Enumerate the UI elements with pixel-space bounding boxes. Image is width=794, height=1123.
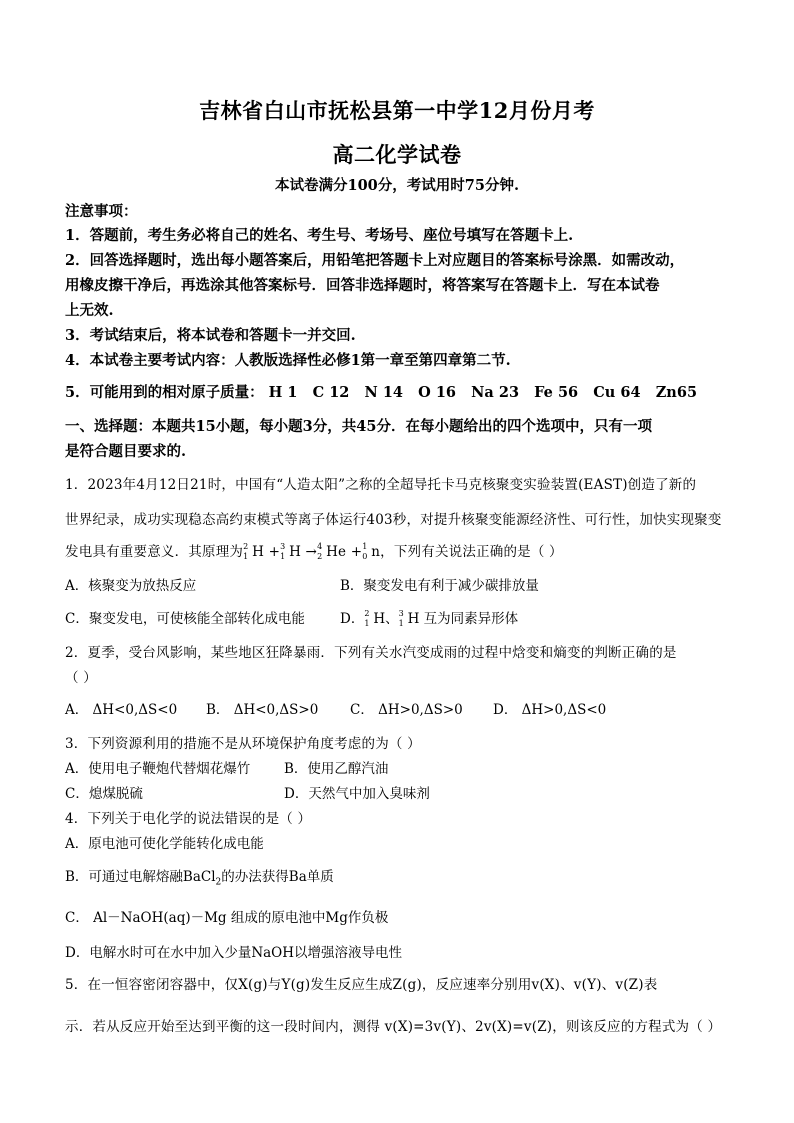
q4-option-a: A．原电池可使化学能转化成电能	[65, 836, 264, 852]
note-5-atomic-masses: 5．可能用到的相对原子质量： H 1 C 12 N 14 O 16 Na 23 Fe 56 Cu 64 Zn65	[65, 384, 698, 401]
note-4: 4．本试卷主要考试内容：人教版选择性必修1第一章至第四章第二节.	[65, 352, 511, 369]
notes-heading: 注意事项：	[65, 203, 138, 220]
q2-stem-line-2: （ ）	[65, 670, 97, 686]
exam-title: 吉林省白山市抚松县第一中学12月份月考	[199, 98, 595, 123]
note-2-line-2: 用橡皮擦干净后，再选涂其他答案标号．回答非选择题时，将答案写在答题卡上．写在本试卷	[65, 277, 660, 294]
q3-option-a: A．使用电子鞭炮代替烟花爆竹	[65, 761, 251, 777]
q4-option-d: D．电解水时可在水中加入少量NaOH以增强溶液导电性	[65, 945, 403, 961]
q2-stem-line-1: 2．夏季，受台风影响，某些地区狂降暴雨．下列有关水汽变成雨的过程中焓变和熵变的判断正确的是	[65, 645, 677, 661]
q4-stem: 4．下列关于电化学的说法错误的是（ ）	[65, 811, 312, 827]
q1-stem-line-2: 世界纪录，成功实现稳态高约束模式等离子体运行403秒，对提升核聚变能源经济性、可行性，加快实现聚变	[65, 512, 722, 528]
q4-option-c: C． Al－NaOH(aq)－Mg 组成的原电池中Mg作负极	[65, 910, 389, 926]
q1-option-a: A．核聚变为放热反应	[65, 578, 197, 594]
q4-option-b-tail: 的办法获得Ba单质	[221, 869, 334, 885]
q3-option-d: D．天然气中加入臭味剂	[284, 786, 430, 802]
q4-option-b-text: B．可通过电解熔融	[65, 869, 183, 885]
q1-stem-line-3-text: 发电具有重要意义．其原理为	[65, 544, 244, 560]
note-1: 1．答题前，考生务必将自己的姓名、考生号、考场号、座位号填写在答题卡上.	[65, 227, 574, 244]
q1-stem-line-1: 1．2023年4月12日21时，中国有“人造太阳”之称的全超导托卡马克核聚变实验装置(EAST)创造了新的	[65, 477, 697, 493]
note-2-line-1: 2．回答选择题时，选出每小题答案后，用铅笔把答题卡上对应题目的答案标号涂黑．如需改动，	[65, 252, 685, 269]
q1-option-c: C．聚变发电，可使核能全部转化成电能	[65, 611, 305, 627]
q1-option-d-label: D．	[340, 611, 365, 627]
q5-stem-line-1: 5．在一恒容密闭容器中，仅X(g)与Y(g)发生反应生成Z(g)，反应速率分别用v(X)、v(Y)、v(Z)表	[65, 977, 658, 993]
q1-option-b: B．聚变发电有利于减少碳排放量	[340, 578, 539, 594]
q1-option-d	[340, 607, 518, 627]
q3-option-b: B．使用乙醇汽油	[284, 761, 389, 777]
q4-bacl2-formula: BaCl$_2$	[182, 869, 222, 888]
section-heading-line-2: 是符合题目要求的.	[65, 443, 187, 460]
q2-option-b: B． ΔH<0,ΔS>0	[206, 702, 319, 718]
q4-option-b	[65, 865, 334, 888]
q1-option-d-text: 互为同素异形体	[419, 611, 519, 627]
q3-option-c: C．熄煤脱硫	[65, 786, 143, 802]
q5-stem-line-2: 示．若从反应开始至达到平衡的这一段时间内，测得 v(X)=3v(Y)、2v(X)=v(Z)，则该反应的方程式为（ ）	[65, 1019, 722, 1035]
q2-option-a: A． ΔH<0,ΔS<0	[65, 702, 178, 718]
section-heading-line-1: 一、选择题：本题共15小题，每小题3分，共45分．在每小题给出的四个选项中，只有一项	[65, 418, 652, 435]
note-2-line-3: 上无效.	[65, 302, 114, 319]
q1-stem-line-3-tail: ，下列有关说法正确的是（ ）	[380, 544, 563, 560]
note-3: 3．考试结束后，将本试卷和答题卡一并交回.	[65, 327, 356, 344]
q3-stem: 3．下列资源利用的措施不是从环境保护角度考虑的为（ ）	[65, 736, 421, 752]
q1-stem-line-3	[65, 540, 563, 560]
q2-option-d: D． ΔH>0,ΔS<0	[493, 702, 607, 718]
q2-option-c: C． ΔH>0,ΔS>0	[350, 702, 463, 718]
exam-subject-title: 高二化学试卷	[332, 142, 462, 167]
exam-instructions-summary: 本试卷满分100分，考试用时75分钟.	[275, 177, 519, 194]
q1-fusion-equation: 2 1 H + 3 1 H → 4 2 He + 1 0 n	[243, 541, 381, 561]
q1-option-d-isotopes: 2 1 H、 3 1 H	[364, 608, 420, 628]
